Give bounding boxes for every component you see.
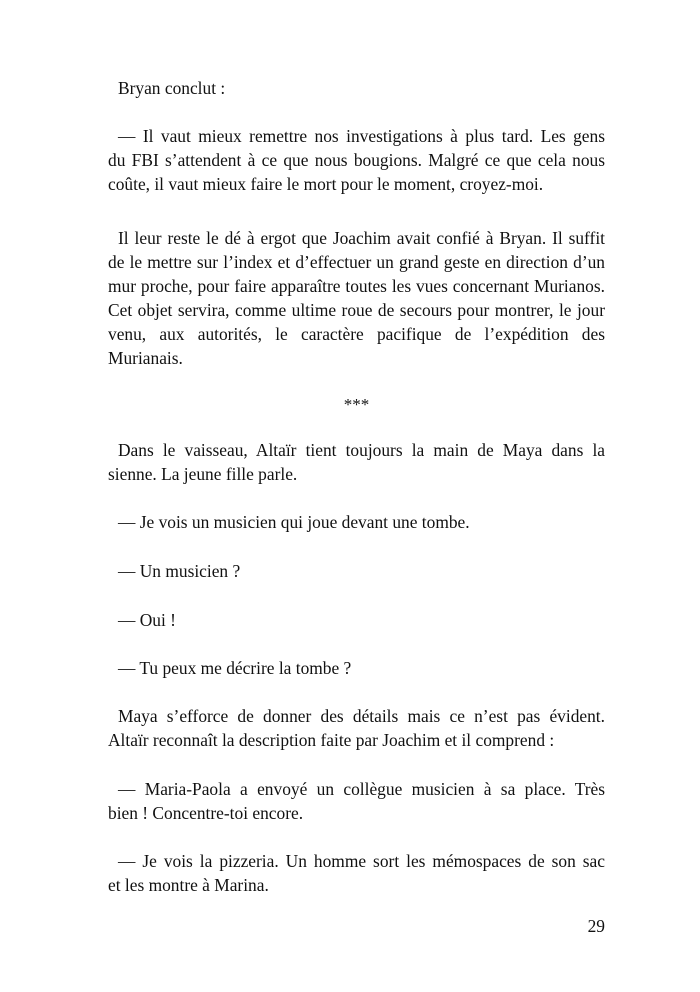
paragraph-line: Murianais. bbox=[108, 348, 183, 368]
dialogue-line: — Tu peux me décrire la tombe ? bbox=[118, 658, 352, 678]
paragraph-line: de le mettre sur l’index et d’effectuer un grand geste en direction d’un bbox=[108, 252, 605, 272]
dialogue-line: — Je vois la pizzeria. Un homme sort les mémospaces de son sac bbox=[118, 851, 605, 871]
paragraph-line: venu, aux autorités, le caractère pacifique de l’expédition des bbox=[108, 324, 605, 344]
paragraph-line: Maya s’efforce de donner des détails mais ce n’est pas évident. bbox=[118, 706, 605, 726]
paragraph-line: sienne. La jeune fille parle. bbox=[108, 464, 298, 484]
dialogue-line: — Je vois un musicien qui joue devant une tombe. bbox=[118, 512, 470, 532]
paragraph-line: coûte, il vaut mieux faire le mort pour le moment, croyez-moi. bbox=[108, 174, 544, 194]
dialogue-line: bien ! Concentre-toi encore. bbox=[108, 803, 304, 823]
paragraph-line: Altaïr reconnaît la description faite par Joachim et il comprend : bbox=[108, 730, 555, 750]
dialogue-line: — Un musicien ? bbox=[118, 561, 241, 581]
section-separator: *** bbox=[343, 395, 370, 414]
page-number: 29 bbox=[587, 916, 605, 936]
paragraph-line: Bryan conclut : bbox=[118, 78, 226, 98]
book-page bbox=[108, 0, 605, 992]
dialogue-line: et les montre à Marina. bbox=[108, 875, 269, 895]
dialogue-line: — Oui ! bbox=[118, 610, 176, 630]
paragraph-line: Dans le vaisseau, Altaïr tient toujours la main de Maya dans la bbox=[118, 440, 605, 460]
paragraph-line: Il leur reste le dé à ergot que Joachim avait confié à Bryan. Il suffit bbox=[118, 228, 605, 248]
paragraph-line: mur proche, pour faire apparaître toutes les vues concernant Murianos. bbox=[108, 276, 605, 296]
paragraph-line: du FBI s’attendent à ce que nous bougions. Malgré ce que cela nous bbox=[108, 150, 605, 170]
dialogue-line: — Maria-Paola a envoyé un collègue musicien à sa place. Très bbox=[118, 779, 605, 799]
paragraph-line: — Il vaut mieux remettre nos investigations à plus tard. Les gens bbox=[118, 126, 605, 146]
paragraph-line: Cet objet servira, comme ultime roue de secours pour montrer, le jour bbox=[108, 300, 605, 320]
